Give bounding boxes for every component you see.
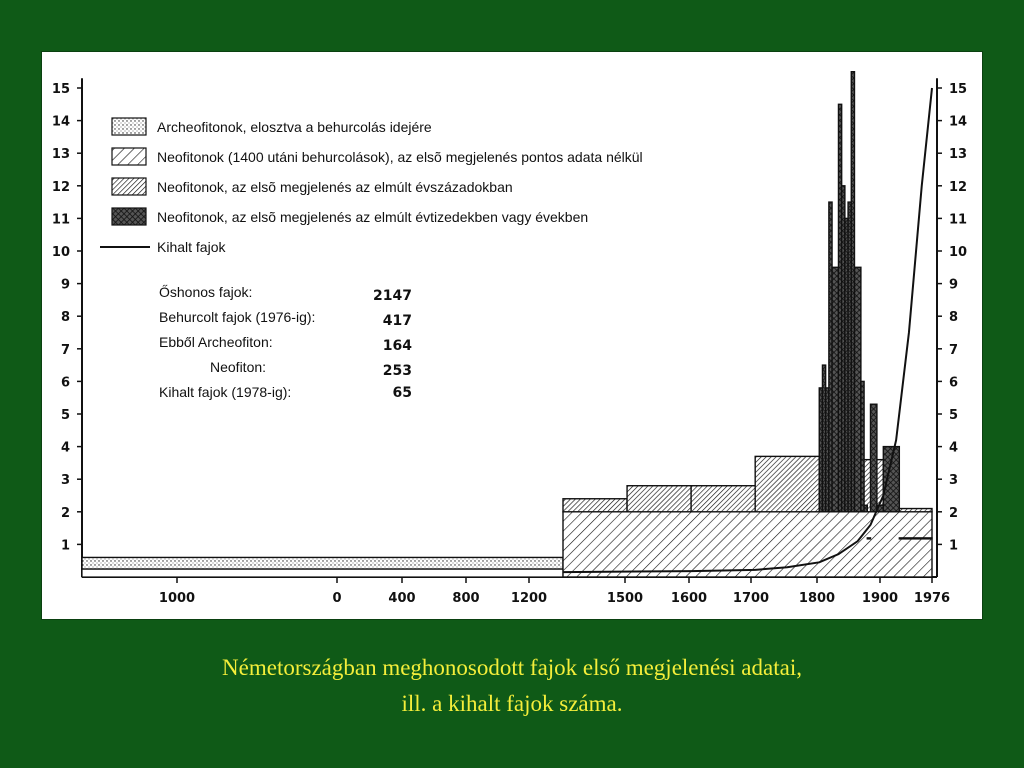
stat-label-native: Őshonos fajok: [159,284,253,300]
legend-label-neofiton-decades: Neofitonok, az elsõ megjelenés az elmúlt évtizedekben vagy években [157,209,589,225]
stat-label-introduced: Behurcolt fajok (1976-ig): [159,309,316,325]
y-tick-label-left: 12 [51,179,70,195]
x-tick-label: 1976 [913,591,951,606]
y-tick-label-left: 8 [60,310,70,326]
y-tick-label-right: 11 [949,212,968,228]
y-tick-label-right: 14 [949,114,968,130]
y-tick-label-right: 6 [949,375,959,391]
y-tick-label-left: 5 [60,408,70,423]
stat-value-introduced: 417 [382,313,412,329]
y-tick-label-right: 5 [949,408,959,423]
stats-block [159,284,412,401]
chart [42,52,982,619]
bar-neofiton-decades [861,381,864,511]
legend-swatch-neofiton-undated [112,148,146,165]
y-tick-label-left: 1 [60,538,70,554]
x-tick-label: 1700 [732,591,770,606]
y-tick-label-right: 13 [949,147,968,163]
legend-label-archeofiton: Archeofitonok, elosztva a behurcolás idejére [157,119,432,135]
y-tick-label-right: 2 [949,505,959,521]
y-tick-label-right: 4 [949,440,959,456]
y-tick-label-right: 15 [949,82,968,97]
y-tick-label-left: 7 [60,342,70,358]
caption-line-1: Németországban meghonosodott fajok első megjelenési adatai, [222,655,802,680]
stat-value-extinct: 65 [392,385,412,401]
x-tick-label: 800 [452,591,480,606]
y-tick-label-right: 8 [949,310,959,326]
legend-label-neofiton-centuries: Neofitonok, az elsõ megjelenés az elmúlt évszázadokban [157,179,513,195]
x-tick-label: 1600 [670,591,708,606]
figure-panel [42,52,982,619]
bar-neofiton-centuries [755,456,819,511]
caption-line-2: ill. a kihalt fajok száma. [401,691,623,716]
stat-label-archeofiton: Ebből Archeofiton: [159,334,273,350]
y-tick-label-left: 2 [60,505,70,521]
legend-swatch-neofiton-centuries [112,178,146,195]
bar-neofiton-decades [832,267,838,512]
y-tick-label-right: 3 [949,473,959,489]
caption [0,650,1024,722]
y-tick-label-right: 9 [949,277,959,293]
bar-neofiton-centuries [563,499,627,512]
bar-neofiton-decades [871,404,877,512]
bar-neofiton-centuries [691,486,755,512]
legend-label-neofiton-undated: Neofitonok (1400 utáni behurcolások), az elsõ megjelenés pontos adata nélkül [157,149,643,165]
x-tick-label: 1800 [798,591,836,606]
y-tick-label-right: 7 [949,342,959,358]
bar-neofiton-centuries [627,486,691,512]
stat-label-neofiton: Neofiton: [210,359,267,375]
bar-neofiton-decades [854,267,860,512]
bar-neofiton-decades [883,447,899,512]
y-tick-label-right: 12 [949,179,968,195]
stat-label-extinct: Kihalt fajok (1978-ig): [159,384,292,400]
bar-neofiton-decades [899,538,932,539]
stat-value-neofiton: 253 [382,363,412,379]
y-tick-label-right: 1 [949,538,959,554]
y-tick-label-left: 15 [51,82,70,97]
x-tick-label: 1900 [861,591,899,606]
stat-value-archeofiton: 164 [382,338,412,354]
y-tick-label-left: 4 [60,440,70,456]
x-tick-label: 1000 [158,591,196,606]
legend-swatch-archeofiton [112,118,146,135]
bar-archeofiton [82,557,563,569]
y-tick-label-right: 10 [949,245,968,260]
x-tick-label: 1200 [510,591,548,606]
legend-label-extinct: Kihalt fajok [157,239,226,255]
x-tick-label: 1500 [606,591,644,606]
stat-value-native: 2147 [373,288,412,304]
y-tick-label-left: 10 [51,245,70,260]
y-tick-label-left: 13 [51,147,70,163]
y-tick-label-left: 3 [60,473,70,489]
y-tick-label-left: 9 [60,277,70,293]
bar-neofiton-decades [867,538,870,539]
bar-archeofiton-base [82,569,563,577]
x-tick-label: 400 [388,591,416,606]
x-tick-label: 0 [332,591,342,606]
legend-swatch-neofiton-decades [112,208,146,225]
y-tick-label-left: 6 [60,375,70,391]
legend [100,118,643,255]
y-tick-label-left: 11 [51,212,70,228]
bar-neofiton-decades [864,505,867,512]
y-tick-label-left: 14 [51,114,70,130]
bar-neofiton-undated [563,512,932,577]
